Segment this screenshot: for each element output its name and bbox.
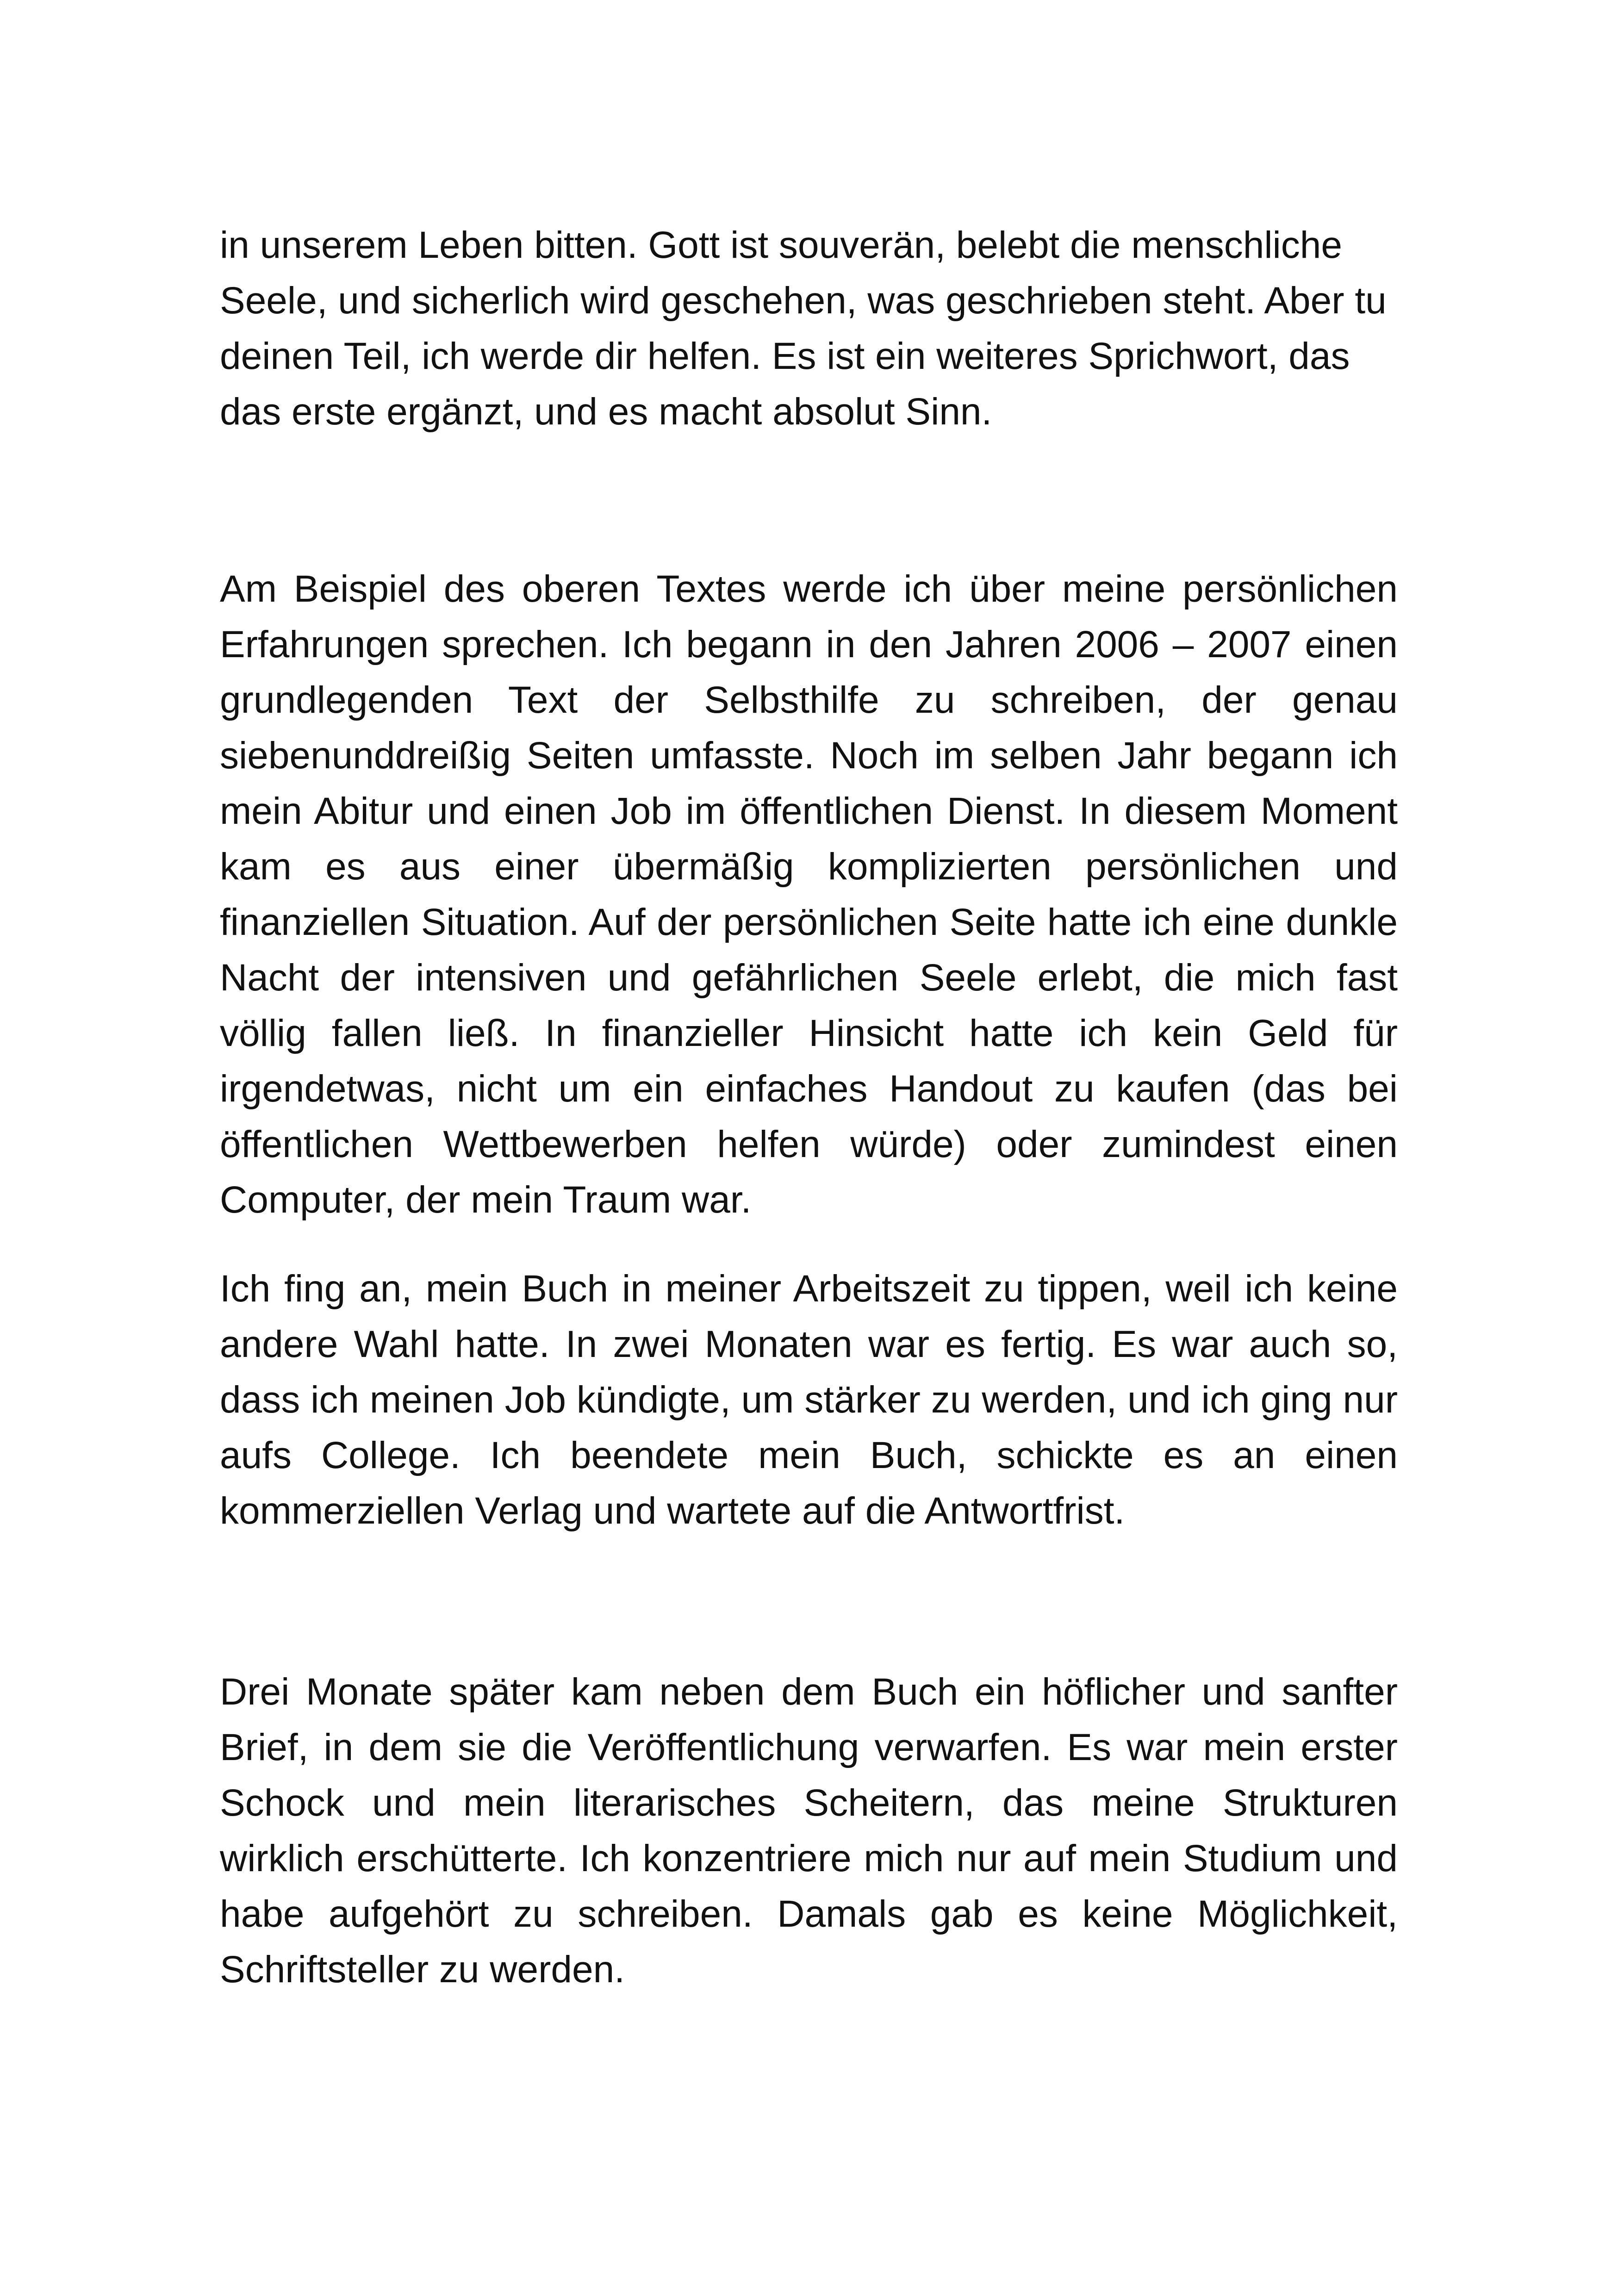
paragraph-2: Am Beispiel des oberen Textes werde ich über meine persönlichen Erfahrungen sprechen. Ich begann in den Jahren 2006 – 2007 einen grundlegenden Text der Selbsthilfe zu schreiben, der genau siebenunddreißig Seiten umfasste. Noch im selben Jahr begann ich mein Abitur und einen Job im öffentlichen Dienst. In diesem Moment kam es aus einer übermäßig komplizierten persönlichen und finanziellen Situation. Auf der persönlichen Seite hatte ich eine dunkle Nacht der intensiven und gefährlichen Seele erlebt, die mich fast völlig fallen ließ. In finanzieller Hinsicht hatte ich kein Geld für irgendetwas, nicht um ein einfaches Handout zu kaufen (das bei öffentlichen Wettbewerben helfen würde) oder zumindest einen Computer, der mein Traum war. — [220, 568, 1398, 1221]
paragraph-4: Drei Monate später kam neben dem Buch ein höflicher und sanfter Brief, in dem sie die Veröffentlichung verwarfen. Es war mein erster Schock und mein literarisches Scheitern, das meine Strukturen wirklich erschütterte. Ich konzentriere mich nur auf mein Studium und habe aufgehört zu schreiben. Damals gab es keine Möglichkeit, Schriftsteller zu werden. — [220, 1671, 1398, 1991]
paragraph-1: in unserem Leben bitten. Gott ist souverän, belebt die menschliche Seele, und sicherlich wird geschehen, was geschrieben steht. Aber tu deinen Teil, ich werde dir helfen. Es ist ein weiteres Sprichwort, das das erste ergänzt, und es macht absolut Sinn. — [220, 224, 1387, 433]
paragraph-3: Ich fing an, mein Buch in meiner Arbeitszeit zu tippen, weil ich keine andere Wahl hatte. In zwei Monaten war es fertig. Es war auch so, dass ich meinen Job kündigte, um stärker zu werden, und ich ging nur aufs College. Ich beendete mein Buch, schickte es an einen kommerziellen Verlag und wartete auf die Antwortfrist. — [220, 1268, 1398, 1532]
